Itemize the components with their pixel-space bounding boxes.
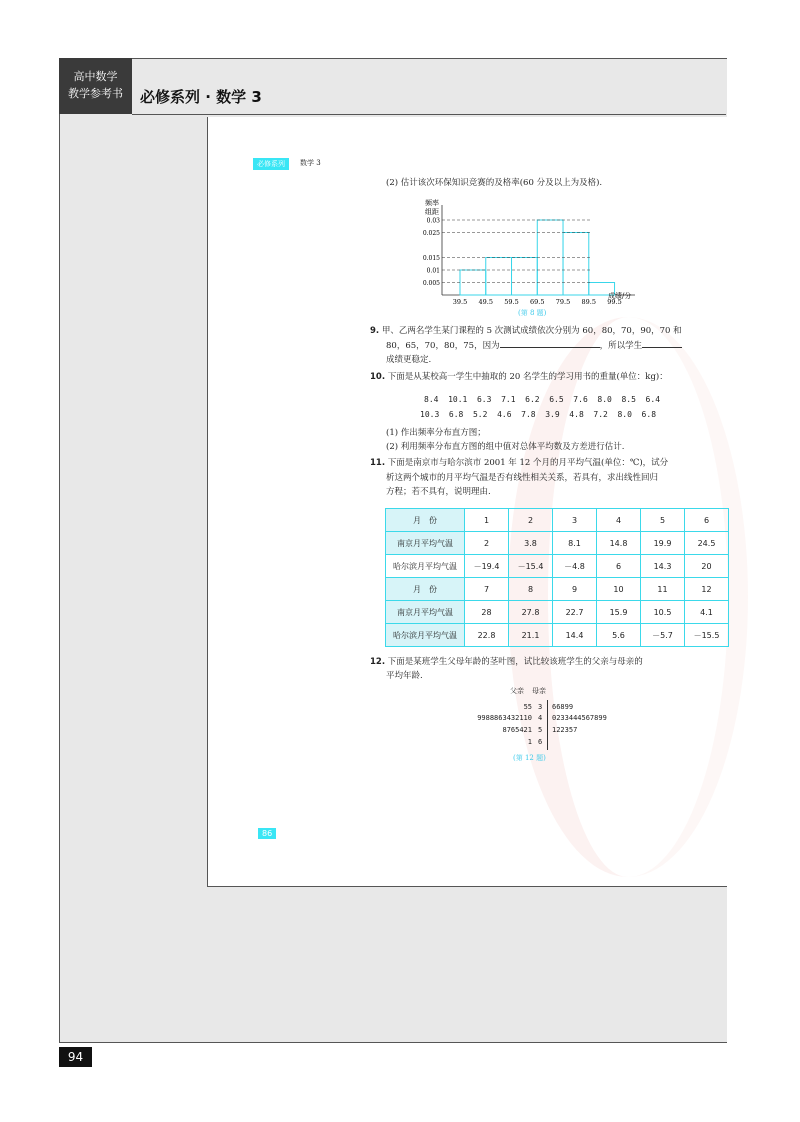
table-row <box>386 601 729 624</box>
table-cell: 11 <box>641 578 685 601</box>
table-cell: 27.8 <box>509 601 553 624</box>
y-tick-label: 0.025 <box>422 230 440 237</box>
q12-line1: 下面是某班学生父母年龄的茎叶图，试比较该班学生的父亲与母亲的 <box>387 657 643 667</box>
table-cell: 2 <box>509 509 553 532</box>
page-number: 94 <box>59 1047 92 1067</box>
y-tick-label: 0.03 <box>426 217 440 225</box>
q11-block <box>370 457 668 470</box>
y-label-bottom: 组距 <box>425 208 439 216</box>
q10-data-row1: 8.4 10.1 6.3 7.1 6.2 6.5 7.6 8.0 8.5 6.4 <box>424 395 661 404</box>
stemleaf-left-4: 1 <box>527 738 532 746</box>
table-row <box>386 578 729 601</box>
x-tick-label: 49.5 <box>478 298 493 306</box>
q9-text-b: ，所以学生 <box>599 341 643 351</box>
table-cell: 3 <box>553 509 597 532</box>
table-cell: 5 <box>641 509 685 532</box>
x-tick-label: 99.5 <box>607 298 622 306</box>
stemleaf-left-1: 55 <box>523 703 532 711</box>
row-label-month: 月 份 <box>386 578 465 601</box>
table-cell: 20 <box>685 555 729 578</box>
book-title: 必修系列 · 数学 3 <box>140 88 262 106</box>
x-tick-label: 59.5 <box>504 298 519 306</box>
x-axis-label: 成绩/分 <box>608 292 632 300</box>
q11-line3: 方程；若不具有，说明理由. <box>386 487 491 497</box>
stemleaf-right-3: 122357 <box>552 726 578 734</box>
table-cell: 10.5 <box>641 601 685 624</box>
stemleaf-head-father: 父亲 <box>510 687 524 695</box>
stemleaf-stem-2: 4 <box>538 714 543 722</box>
table-cell: 28 <box>465 601 509 624</box>
q12-number: 12. <box>370 657 386 667</box>
stemleaf-head-mother: 母亲 <box>532 687 546 695</box>
q9-line3: 成绩更稳定. <box>386 355 432 365</box>
table-cell: 24.5 <box>685 532 729 555</box>
table-row <box>386 624 729 647</box>
table-row <box>386 509 729 532</box>
q10-block <box>370 371 668 384</box>
table-cell: 10 <box>597 578 641 601</box>
stemleaf-stem-3: 5 <box>538 726 543 734</box>
y-tick-label: 0.005 <box>422 280 440 287</box>
table-cell: 14.4 <box>553 624 597 647</box>
table-cell: 15.9 <box>597 601 641 624</box>
x-tick-label: 79.5 <box>555 298 571 306</box>
temperature-table <box>385 508 729 647</box>
table-cell: －4.8 <box>553 555 597 578</box>
table-cell: 22.8 <box>465 624 509 647</box>
subject-tag: 数学 3 <box>300 159 321 167</box>
stemleaf-right-2: 0233444567899 <box>552 714 607 722</box>
table-cell: 14.8 <box>597 532 641 555</box>
table-cell: 21.1 <box>509 624 553 647</box>
stemleaf-stem-4: 6 <box>538 738 543 746</box>
q12-line2: 平均年龄. <box>386 671 423 681</box>
badge-line-2: 教学参考书 <box>68 87 123 100</box>
table-cell: 8.1 <box>553 532 597 555</box>
stemleaf-caption: (第 12 题) <box>513 754 546 762</box>
q9-line2 <box>386 340 682 353</box>
table-cell: 6 <box>597 555 641 578</box>
table-cell: 14.3 <box>641 555 685 578</box>
table-cell: －5.7 <box>641 624 685 647</box>
q9-line1: 甲、乙两名学生某门课程的 5 次测试成绩依次分别为 60，80，70，90，70 和 <box>381 326 682 336</box>
table-cell: －15.4 <box>509 555 553 578</box>
q11-line1: 下面是南京市与哈尔滨市 2001 年 12 个月的月平均气温(单位：℃)，试分 <box>387 458 669 468</box>
q10-sub1: (1) 作出频率分布直方图； <box>386 428 486 438</box>
table-row <box>386 532 729 555</box>
row-label-nanjing: 南京月平均气温 <box>386 532 465 555</box>
table-cell: 7 <box>465 578 509 601</box>
table-cell: 4.1 <box>685 601 729 624</box>
table-cell: －19.4 <box>465 555 509 578</box>
q10-data-row2: 10.3 6.8 5.2 4.6 7.8 3.9 4.8 7.2 8.0 6.8 <box>420 410 657 419</box>
histogram-caption: (第 8 题) <box>518 309 547 317</box>
x-tick-label: 39.5 <box>452 298 468 306</box>
q9-answer-blank-1 <box>500 347 600 348</box>
table-cell: 9 <box>553 578 597 601</box>
table-cell: 6 <box>685 509 729 532</box>
series-tag: 必修系列 <box>253 158 289 170</box>
histogram-bar <box>563 233 589 296</box>
table-cell: 12 <box>685 578 729 601</box>
y-label-top: 频率 <box>425 199 439 207</box>
q9-text-a: 80，65，70，80，75，因为 <box>386 341 500 351</box>
table-cell: 3.8 <box>509 532 553 555</box>
stemleaf-left-3: 8765421 <box>502 726 532 734</box>
q11-number: 11. <box>370 458 386 468</box>
frequency-histogram <box>420 197 660 309</box>
histogram-bar <box>486 258 512 296</box>
q8-part2: (2) 估计该次环保知识竞赛的及格率(60 分及以上为及格). <box>386 178 603 188</box>
book-badge <box>59 58 132 114</box>
inner-page-number: 86 <box>258 828 276 839</box>
y-tick-label: 0.015 <box>422 255 440 262</box>
stemleaf-right-1: 66899 <box>552 703 574 711</box>
table-cell: 2 <box>465 532 509 555</box>
table-cell: 4 <box>597 509 641 532</box>
stemleaf-divider <box>547 700 548 750</box>
table-cell: 5.6 <box>597 624 641 647</box>
table-row <box>386 555 729 578</box>
badge-line-1: 高中数学 <box>73 70 118 83</box>
row-label-nanjing: 南京月平均气温 <box>386 601 465 624</box>
y-tick-label: 0.01 <box>426 267 440 275</box>
q9-block <box>370 325 682 338</box>
table-cell: －15.5 <box>685 624 729 647</box>
q11-line2: 析这两个城市的月平均气温是否有线性相关关系，若具有，求出线性回归 <box>386 473 659 483</box>
header-divider <box>132 114 726 115</box>
table-cell: 19.9 <box>641 532 685 555</box>
x-tick-label: 69.5 <box>530 298 545 306</box>
table-cell: 8 <box>509 578 553 601</box>
table-cell: 1 <box>465 509 509 532</box>
table-cell: 22.7 <box>553 601 597 624</box>
row-label-harbin: 哈尔滨月平均气温 <box>386 624 465 647</box>
q10-sub2: (2) 利用频率分布直方图的组中值对总体平均数及方差进行估计. <box>386 442 625 452</box>
q12-block <box>370 656 643 669</box>
stemleaf-left-2: 9988863432110 <box>477 714 532 722</box>
q10-line1: 下面是从某校高一学生中抽取的 20 名学生的学习用书的重量(单位：kg)： <box>387 372 668 382</box>
x-tick-label: 89.5 <box>581 298 597 306</box>
histogram-bar <box>512 258 538 296</box>
row-label-month: 月 份 <box>386 509 465 532</box>
q9-answer-blank-2 <box>642 347 682 348</box>
stemleaf-stem-1: 3 <box>538 703 543 711</box>
q9-number: 9. <box>370 326 380 336</box>
row-label-harbin: 哈尔滨月平均气温 <box>386 555 465 578</box>
q10-number: 10. <box>370 372 386 382</box>
